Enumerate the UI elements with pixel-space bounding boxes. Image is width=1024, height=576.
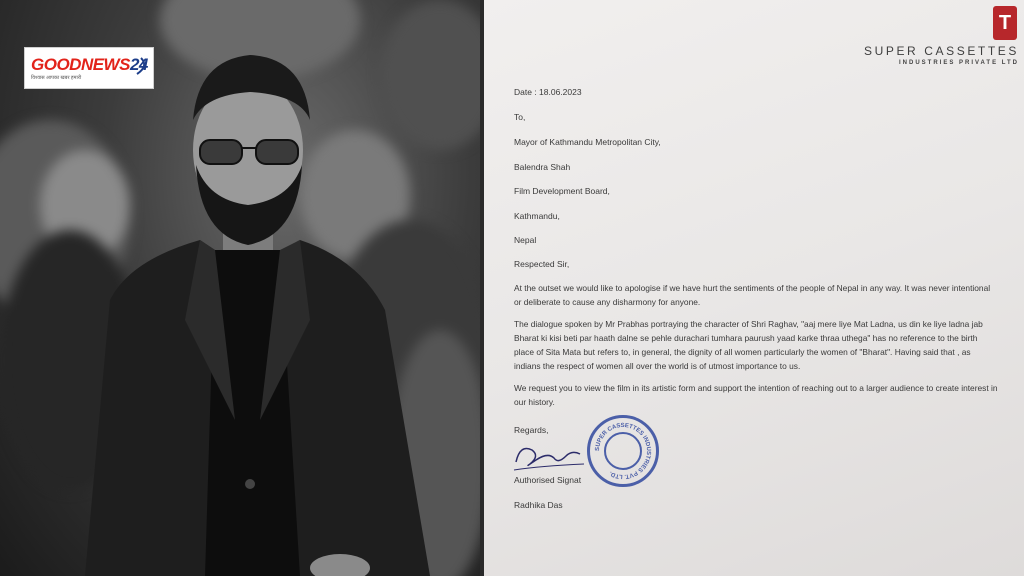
letter-date: Date : 18.06.2023: [514, 87, 582, 97]
svg-text:SUPER CASSETTES INDUSTRIES PVT: [595, 423, 651, 479]
company-name: SUPER CASSETTES: [863, 44, 1019, 58]
company-stamp: [587, 415, 659, 487]
address-line: Kathmandu,: [514, 211, 560, 221]
closing: Regards,: [514, 425, 549, 435]
goodnews24-logo: [24, 47, 154, 89]
paragraph-apology: At the outset we would like to apologise if we have hurt the sentiments of the people of Nepal in any way. It was never intentional or deliberate to cause any disharmony for anyone.: [514, 283, 991, 307]
apology-letter: [484, 0, 1024, 576]
address-line: Film Development Board,: [514, 186, 610, 196]
logo-tagline: विश्वास आपका खबर हमारी: [31, 74, 82, 81]
handwritten-signature: [510, 436, 590, 476]
address-line: Mayor of Kathmandu Metropolitan City,: [514, 137, 661, 147]
t-series-logo: T: [993, 6, 1017, 40]
company-subtitle: INDUSTRIES PRIVATE LTD: [898, 60, 1019, 66]
portrait-photo: [0, 0, 480, 576]
paragraph-request: We request you to view the film in its artistic form and support the intention of reaching out to a larger audience to create interest in our history.: [514, 383, 998, 407]
paragraph-dialogue: The dialogue spoken by Mr Prabhas portraying the character of Shri Raghav, "aaj mere liye Mat Ladna, us din ke liye ladna jab Bharat ki kisi beti par haath dalne se pehle durachari tumhara paurush yaad karke thraa uthega" has no reference to the birth place of Sita Mata but refers to, in general, the dignity of all women particularly the women of "Bharat". Having said that , as indians the respect of women all over the world is of utmost importance to us.: [514, 319, 983, 371]
salutation: Respected Sir,: [514, 259, 570, 269]
stamp-text: SUPER CASSETTES INDUSTRIES PVT. LTD.: [594, 422, 652, 480]
signatory-name: Radhika Das: [514, 500, 563, 510]
letter-to: To,: [514, 112, 526, 122]
address-line: Nepal: [514, 235, 537, 245]
logo-text-number: 24: [129, 54, 148, 74]
logo-text-main: GOODNEWS: [31, 54, 130, 74]
swoosh-icon: [135, 56, 149, 76]
address-line: Balendra Shah: [514, 162, 571, 172]
signatory-title: Authorised Signat: [514, 475, 582, 485]
